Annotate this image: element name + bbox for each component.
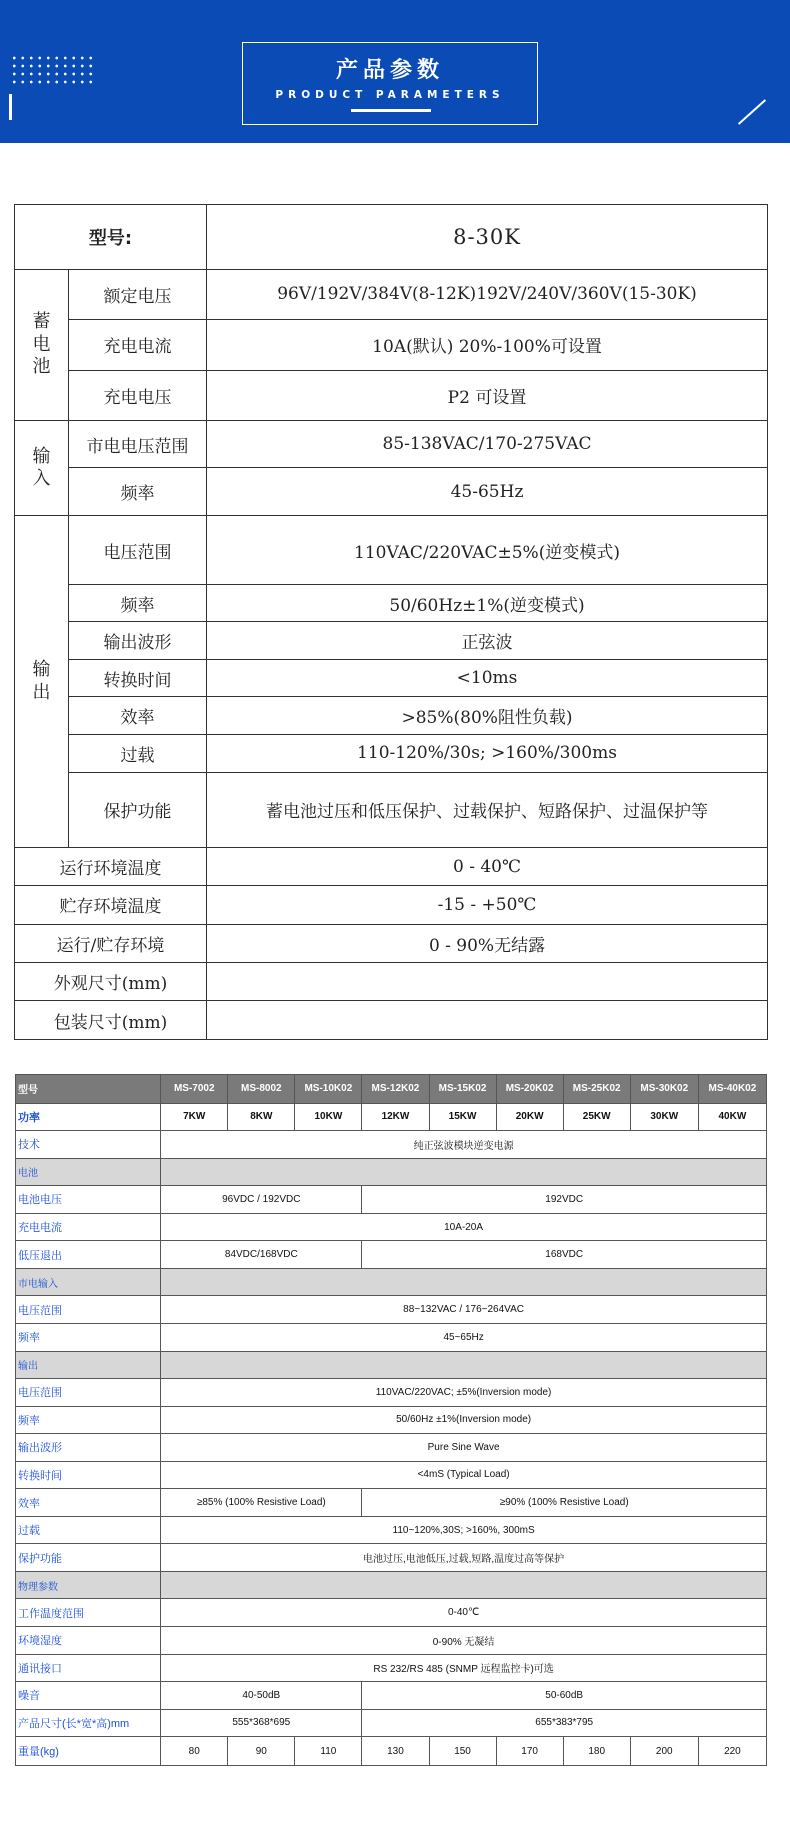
section-output: 输出: [16, 1351, 161, 1379]
row-label: 运行环境温度: [15, 847, 207, 885]
out-freq-label: 频率: [16, 1406, 161, 1434]
row-value: 110-120%/30s; >160%/300ms: [207, 734, 768, 772]
row-value: 96V/192V/384V(8-12K)192V/240V/360V(15-30K): [207, 269, 768, 320]
low-cutoff-a: 84VDC/168VDC: [161, 1241, 362, 1269]
row-label: 包装尺寸(mm): [15, 1001, 207, 1040]
row-label: 频率: [69, 585, 207, 622]
noise-label: 噪音: [16, 1682, 161, 1710]
section-physical: 物理参数: [16, 1571, 161, 1599]
row-value: <10ms: [207, 659, 768, 696]
row-label: 充电电流: [69, 320, 207, 371]
row-value: 蓄电池过压和低压保护、过载保护、短路保护、过温保护等: [207, 773, 768, 848]
efficiency-b: ≥90% (100% Resistive Load): [362, 1489, 767, 1517]
weight-label: 重量(kg): [16, 1737, 161, 1766]
transfer-label: 转换时间: [16, 1461, 161, 1489]
mains-freq-label: 频率: [16, 1323, 161, 1351]
input-group-label: 输 入: [15, 421, 69, 516]
power-cell: 8KW: [228, 1103, 295, 1131]
model-cell: MS-12K02: [362, 1075, 429, 1104]
row-value: [207, 963, 768, 1001]
output-group-label: 输 出: [15, 516, 69, 848]
model-cell: MS-25K02: [563, 1075, 630, 1104]
row-value: 110VAC/220VAC±5%(逆变模式): [207, 516, 768, 585]
model-cell: MS-7002: [161, 1075, 228, 1104]
battery-voltage-a: 96VDC / 192VDC: [161, 1186, 362, 1214]
comm-value: RS 232/RS 485 (SNMP 远程监控卡)可选: [161, 1654, 767, 1682]
slash-decoration: [738, 99, 766, 125]
model-label: 型号:: [15, 205, 207, 270]
power-cell: 12KW: [362, 1103, 429, 1131]
weight-cell: 110: [295, 1737, 362, 1766]
out-range-label: 电压范围: [16, 1379, 161, 1407]
row-label: 转换时间: [69, 659, 207, 696]
weight-cell: 80: [161, 1737, 228, 1766]
row-value: 10A(默认) 20%-100%可设置: [207, 320, 768, 371]
row-label: 充电电压: [69, 370, 207, 421]
protect-value: 电池过压,电池低压,过载,短路,温度过高等保护: [161, 1544, 767, 1572]
mains-range-label: 电压范围: [16, 1296, 161, 1324]
power-cell: 40KW: [698, 1103, 766, 1131]
row-label: 市电电压范围: [69, 421, 207, 468]
charge-current-value: 10A-20A: [161, 1213, 767, 1241]
row-label: 电压范围: [69, 516, 207, 585]
model-cell: MS-20K02: [496, 1075, 563, 1104]
row-label: 额定电压: [69, 269, 207, 320]
row-label: 频率: [69, 467, 207, 516]
waveform-value: Pure Sine Wave: [161, 1434, 767, 1462]
weight-cell: 150: [429, 1737, 496, 1766]
row-value: -15 - +50℃: [207, 886, 768, 924]
section-mains: 市电输入: [16, 1268, 161, 1296]
row-value: 0 - 40℃: [207, 847, 768, 885]
noise-b: 50-60dB: [362, 1682, 767, 1710]
header-banner: [0, 0, 790, 143]
battery-voltage-label: 电池电压: [16, 1186, 161, 1214]
overload-value: 110~120%,30S; >160%, 300mS: [161, 1516, 767, 1544]
row-label: 输出波形: [69, 622, 207, 659]
model-cell: MS-10K02: [295, 1075, 362, 1104]
out-range-value: 110VAC/220VAC; ±5%(Inversion mode): [161, 1379, 767, 1407]
transfer-value: <4mS (Typical Load): [161, 1461, 767, 1489]
power-label: 功率: [16, 1103, 161, 1131]
row-value: >85%(80%阻性负载): [207, 697, 768, 734]
protect-label: 保护功能: [16, 1544, 161, 1572]
humidity-label: 环境湿度: [16, 1626, 161, 1654]
humidity-value: 0-90% 无凝结: [161, 1626, 767, 1654]
low-cutoff-b: 168VDC: [362, 1241, 767, 1269]
section-fill: [161, 1571, 767, 1599]
noise-a: 40-50dB: [161, 1682, 362, 1710]
title-frame: [242, 42, 538, 125]
weight-cell: 170: [496, 1737, 563, 1766]
power-cell: 7KW: [161, 1103, 228, 1131]
low-cutoff-label: 低压退出: [16, 1241, 161, 1269]
row-label: 保护功能: [69, 773, 207, 848]
row-label: 贮存环境温度: [15, 886, 207, 924]
row-label: 外观尺寸(mm): [15, 963, 207, 1001]
section-fill: [161, 1268, 767, 1296]
weight-cell: 130: [362, 1737, 429, 1766]
size-label: 产品尺寸(长*宽*高)mm: [16, 1709, 161, 1737]
weight-cell: 200: [630, 1737, 698, 1766]
tech-value: 纯正弦波模块逆变电源: [161, 1131, 767, 1159]
row-value: 45-65Hz: [207, 467, 768, 516]
dot-grid-decoration: [10, 54, 95, 86]
battery-group-label: 蓄 电 池: [15, 269, 69, 421]
spec-table-models: [15, 1074, 767, 1766]
row-value: P2 可设置: [207, 370, 768, 421]
waveform-label: 输出波形: [16, 1434, 161, 1462]
weight-cell: 90: [228, 1737, 295, 1766]
model-value: 8-30K: [207, 205, 768, 270]
efficiency-label: 效率: [16, 1489, 161, 1517]
spec-table-8-30k: [14, 204, 768, 1040]
weight-cell: 220: [698, 1737, 766, 1766]
overload-label: 过载: [16, 1516, 161, 1544]
row-label: 运行/贮存环境: [15, 924, 207, 962]
row-value: 正弦波: [207, 622, 768, 659]
page-title: 产品参数: [335, 58, 444, 83]
out-freq-value: 50/60Hz ±1%(Inversion mode): [161, 1406, 767, 1434]
title-underline: [351, 109, 431, 112]
header-label: 型号: [16, 1075, 161, 1104]
weight-cell: 180: [563, 1737, 630, 1766]
section-battery: 电池: [16, 1158, 161, 1186]
size-b: 655*383*795: [362, 1709, 767, 1737]
size-a: 555*368*695: [161, 1709, 362, 1737]
power-cell: 20KW: [496, 1103, 563, 1131]
mains-range-value: 88~132VAC / 176~264VAC: [161, 1296, 767, 1324]
row-value: [207, 1001, 768, 1040]
power-cell: 25KW: [563, 1103, 630, 1131]
row-label: 过载: [69, 734, 207, 772]
charge-current-label: 充电电流: [16, 1213, 161, 1241]
vertical-bar-decoration: [9, 94, 12, 120]
model-cell: MS-30K02: [630, 1075, 698, 1104]
battery-voltage-b: 192VDC: [362, 1186, 767, 1214]
mains-freq-value: 45~65Hz: [161, 1323, 767, 1351]
power-cell: 30KW: [630, 1103, 698, 1131]
op-temp-value: 0-40℃: [161, 1599, 767, 1627]
row-value: 85-138VAC/170-275VAC: [207, 421, 768, 468]
model-cell: MS-40K02: [698, 1075, 766, 1104]
row-label: 效率: [69, 697, 207, 734]
row-value: 50/60Hz±1%(逆变模式): [207, 585, 768, 622]
comm-label: 通讯接口: [16, 1654, 161, 1682]
power-cell: 10KW: [295, 1103, 362, 1131]
section-fill: [161, 1351, 767, 1379]
model-cell: MS-8002: [228, 1075, 295, 1104]
op-temp-label: 工作温度范围: [16, 1599, 161, 1627]
tech-label: 技术: [16, 1131, 161, 1159]
power-cell: 15KW: [429, 1103, 496, 1131]
row-value: 0 - 90%无结露: [207, 924, 768, 962]
section-fill: [161, 1158, 767, 1186]
efficiency-a: ≥85% (100% Resistive Load): [161, 1489, 362, 1517]
model-cell: MS-15K02: [429, 1075, 496, 1104]
page-subtitle: PRODUCT PARAMETERS: [275, 89, 505, 101]
